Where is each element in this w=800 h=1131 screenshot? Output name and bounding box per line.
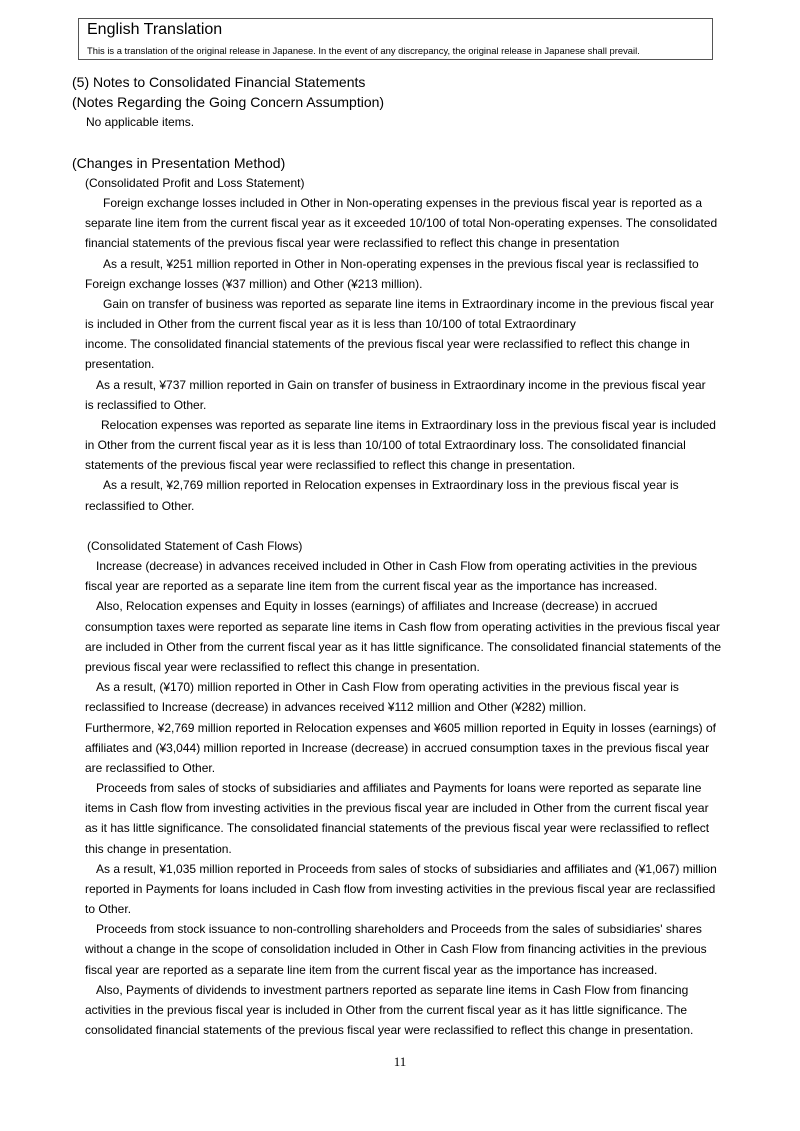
paragraph-line: fiscal year are reported as a separate line item from the current fiscal year as the importance has increased. [85, 962, 658, 977]
document-body [0, 72, 800, 1040]
paragraph-line: Proceeds from stock issuance to non-controlling shareholders and Proceeds from the sales of subsidiaries' shares [96, 922, 702, 937]
paragraph-line: reported in Payments for loans included in Cash flow from investing activities in the previous fiscal year are reclassified [85, 881, 716, 896]
paragraph-line: Also, Relocation expenses and Equity in losses (earnings) of affiliates and Increase (decrease) in accrued [96, 599, 658, 614]
cf-heading: (Consolidated Statement of Cash Flows) [87, 538, 303, 553]
translation-notice-box [78, 18, 713, 60]
paragraph-line: this change in presentation. [85, 841, 232, 856]
section-heading: (5) Notes to Consolidated Financial Statements [72, 74, 366, 90]
paragraph-line: as it has little significance. The consolidated financial statements of the previous fiscal year were reclassified to reflect [85, 821, 710, 836]
paragraph-line: consolidated financial statements of the previous fiscal year were reclassified to reflect this change in presentation. [85, 1023, 694, 1038]
paragraph-line: Foreign exchange losses (¥37 million) and Other (¥213 million). [85, 276, 423, 291]
translation-title: English Translation [87, 21, 223, 38]
paragraph-line: without a change in the scope of consolidation included in Other in Cash Flow from financing activities in the previous [85, 942, 707, 957]
paragraph-line: Gain on transfer of business was reported as separate line items in Extraordinary income in the previous fiscal year [103, 296, 714, 311]
paragraph-line: Proceeds from sales of stocks of subsidiaries and affiliates and Payments for loans were reported as separate line [96, 781, 702, 796]
paragraph-line: activities in the previous fiscal year is included in Other from the current fiscal year as it has little significance. The [85, 1002, 688, 1017]
pl-heading: (Consolidated Profit and Loss Statement) [85, 175, 305, 190]
paragraph-line: items in Cash flow from investing activities in the previous fiscal year are included in Other from the current fiscal year [85, 801, 709, 816]
paragraph-line: statements of the previous fiscal year were reclassified to reflect this change in presentation. [85, 458, 576, 473]
paragraph-line: financial statements of the previous fiscal year were reclassified to reflect this change in presentation [85, 236, 620, 251]
paragraph-line: As a result, ¥2,769 million reported in Relocation expenses in Extraordinary loss in the previous fiscal year is [103, 478, 679, 493]
translation-disclaimer: This is a translation of the original release in Japanese. In the event of any discrepancy, the original release in Japanese shall prevail. [87, 45, 640, 56]
paragraph-line: reclassified to Increase (decrease) in advances received ¥112 million and Other (¥282) million. [85, 700, 587, 715]
paragraph-line: As a result, (¥170) million reported in Other in Cash Flow from operating activities in the previous fiscal year is [96, 680, 679, 695]
paragraph-line: Foreign exchange losses included in Other in Non-operating expenses in the previous fiscal year is reported as a [103, 196, 703, 211]
paragraph-line: consumption taxes were reported as separate line items in Cash flow from operating activities in the previous fiscal year [85, 619, 720, 634]
subsection-heading: (Notes Regarding the Going Concern Assumption) [72, 94, 385, 111]
blank-line [0, 516, 800, 536]
paragraph-line: are included in Other from the current fiscal year as it has little significance. The consolidated financial statements of the [85, 639, 722, 654]
blank-line [0, 133, 800, 153]
subsection-heading: (Changes in Presentation Method) [72, 154, 286, 171]
paragraph-line: previous fiscal year were reclassified to reflect this change in presentation. [85, 659, 480, 674]
paragraph-line: Also, Payments of dividends to investment partners reported as separate line items in Cash Flow from financing [96, 982, 689, 997]
paragraph-line: Increase (decrease) in advances received included in Other in Cash Flow from operating activities in the previous [96, 559, 697, 574]
paragraph-line: As a result, ¥1,035 million reported in Proceeds from sales of stocks of subsidiaries and affiliates and (¥1,067) million [96, 861, 717, 876]
paragraph-line: Relocation expenses was reported as separate line items in Extraordinary loss in the previous fiscal year is included [101, 417, 716, 432]
paragraph-line: No applicable items. [86, 115, 195, 130]
paragraph-line: As a result, ¥737 million reported in Gain on transfer of business in Extraordinary income in the previous fiscal year [96, 377, 706, 392]
paragraph-line: to Other. [85, 902, 132, 917]
paragraph-line: separate line item from the current fiscal year as it exceeded 10/100 of total Non-operating expenses. The consolidated [85, 216, 718, 231]
paragraph-line: presentation. [85, 357, 155, 372]
paragraph-line: As a result, ¥251 million reported in Other in Non-operating expenses in the previous fiscal year is reclassified to [103, 256, 699, 271]
paragraph-line: is reclassified to Other. [85, 397, 207, 412]
paragraph-line: affiliates and (¥3,044) million reported in Increase (decrease) in accrued consumption taxes in the previous fiscal year [85, 740, 710, 755]
paragraph-line: is included in Other from the current fiscal year as it is less than 10/100 of total Extraordinary [85, 317, 576, 332]
paragraph-line: are reclassified to Other. [85, 760, 216, 775]
paragraph-line: in Other from the current fiscal year as it is less than 10/100 of total Extraordinary loss. The consolidated financial [85, 438, 686, 453]
paragraph-line: income. The consolidated financial statements of the previous fiscal year were reclassified to reflect this change in [85, 337, 690, 352]
paragraph-line: fiscal year are reported as a separate line item from the current fiscal year as the importance has increased. [85, 579, 658, 594]
page-number: 11 [393, 1054, 407, 1069]
paragraph-line: Furthermore, ¥2,769 million reported in Relocation expenses and ¥605 million reported in Equity in losses (earnings) of [85, 720, 717, 735]
paragraph-line: reclassified to Other. [85, 498, 195, 513]
